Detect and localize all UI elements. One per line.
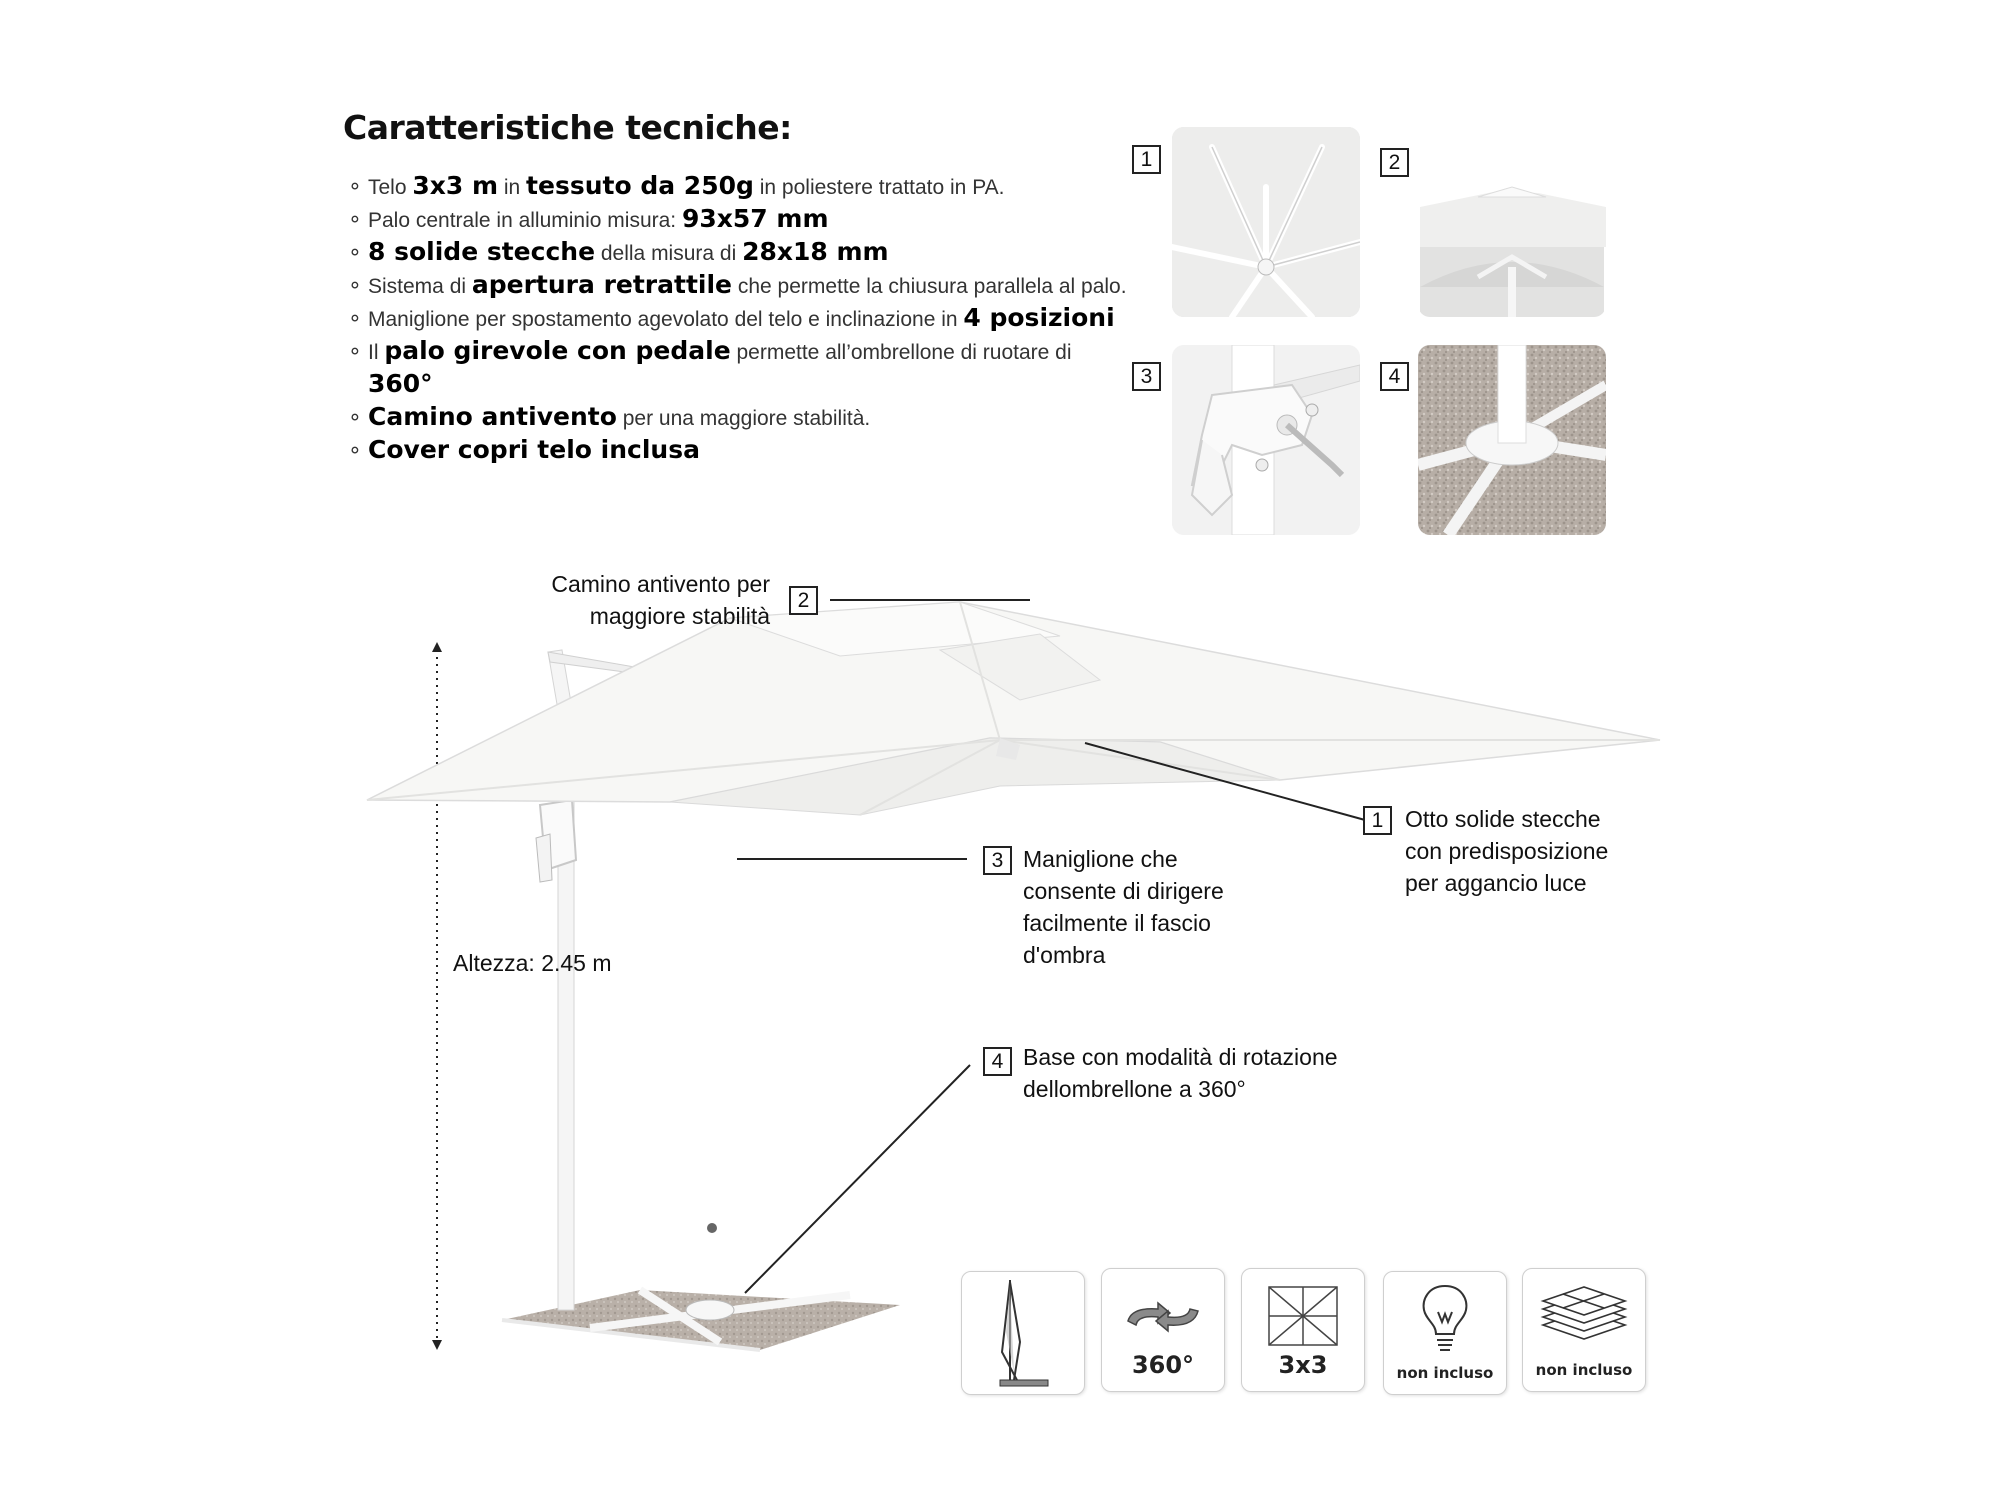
spec-list [348,170,1128,467]
icon-card-3x3 [1241,1268,1365,1392]
callout-ribs [1405,803,1608,899]
wind-vent-photo-icon [1418,127,1606,317]
folded-umbrella-icon [962,1272,1084,1394]
callout-base [1023,1041,1338,1105]
spec-highlight: 4 posizioni [963,303,1115,332]
icon-360-label: 360° [1131,1351,1195,1379]
icon-card-tiles [1522,1268,1646,1392]
thumb-number-4: 4 [1380,362,1409,391]
thumb-number-1: 1 [1132,145,1161,174]
callout-handle [1023,843,1224,971]
callout-handle-line2: consente di dirigere [1023,878,1224,904]
spec-text: Il [368,341,385,364]
spec-text: della misura di [595,242,743,265]
thumb-number-2: 2 [1380,148,1409,177]
callout-vent-number: 2 [789,586,818,615]
handle-crank-photo-icon [1172,345,1360,535]
callout-base-line2: dellombrellone a 360° [1023,1076,1246,1102]
thumbnail-vent [1418,127,1606,317]
base-tiles-icon [1523,1269,1645,1359]
callout-vent-line1: Camino antivento per [551,571,770,597]
spec-highlight: 93x57 mm [681,204,829,233]
icon-card-folded [961,1271,1085,1395]
callout-handle-line1: Maniglione che [1023,846,1178,872]
callout-ribs-line1: Otto solide stecche [1405,806,1601,832]
spec-text: Maniglione per spostamento agevolato del telo e inclinazione in [368,308,964,331]
spec-item [348,236,1128,269]
icon-tiles-label: non incluso [1535,1361,1633,1379]
spec-text: in poliestere trattato in PA. [753,176,1005,199]
callout-handle-line3: facilmente il fascio [1023,910,1211,936]
callout-handle-number: 3 [983,846,1012,875]
spec-text: Sistema di [368,275,472,298]
light-bulb-icon [1384,1272,1506,1362]
spec-highlight: apertura retrattile [471,270,733,299]
spec-item [348,401,1128,434]
spec-text: permette all’ombrellone di ruotare di [730,341,1072,364]
callout-ribs-line2: con predisposizione [1405,838,1609,864]
callout-vent-line2: maggiore stabilità [589,603,770,629]
height-label: Altezza: 2.45 m [453,950,612,976]
spec-highlight: Camino antivento [368,402,617,431]
callout-handle-line4: d'ombra [1023,942,1106,968]
spec-text: in [498,176,527,199]
rotate-360-icon [1102,1269,1224,1359]
ribs-detail-photo-icon [1172,127,1360,317]
icon-card-bulb [1383,1271,1507,1395]
spec-item [348,269,1128,302]
arrow-down-icon [432,1340,442,1350]
callout-base-line1: Base con modalità di rotazione [1023,1044,1338,1070]
spec-highlight: 8 solide stecche [368,237,596,266]
spec-highlight: palo girevole con pedale [384,336,731,365]
spec-item [348,335,1128,401]
thumb-number-3: 3 [1132,362,1161,391]
spec-highlight: 3x3 m [412,171,499,200]
spec-highlight: tessuto da 250g [526,171,754,200]
callout-vent [470,568,770,632]
spec-text: per una maggiore stabilità. [616,407,871,430]
callout-ribs-number: 1 [1363,806,1392,835]
thumbnail-base [1418,345,1606,535]
icon-card-360 [1101,1268,1225,1392]
spec-highlight: 28x18 mm [742,237,889,266]
callout-base-number: 4 [983,1047,1012,1076]
spec-item [348,434,1128,467]
spec-text: Telo [368,176,413,199]
spec-text: che permette la chiusura parallela al palo. [732,275,1127,298]
spec-highlight: Cover copri telo inclusa [368,435,700,464]
base-rotation-photo-icon [1418,345,1606,535]
canopy-3x3-icon [1242,1269,1364,1359]
thumbnail-handle [1172,345,1360,535]
spec-item [348,302,1128,335]
spec-item [348,170,1128,203]
spec-text: Palo centrale in alluminio misura: [368,209,682,232]
icon-3x3-label: 3x3 [1278,1351,1328,1379]
icon-bulb-label: non incluso [1396,1364,1494,1382]
page-title: Caratteristiche tecniche: [343,108,792,147]
spec-highlight: 360° [368,369,433,398]
spec-item [348,203,1128,236]
arrow-up-icon [432,642,442,652]
callout-ribs-line3: per aggancio luce [1405,870,1587,896]
thumbnail-ribs [1172,127,1360,317]
